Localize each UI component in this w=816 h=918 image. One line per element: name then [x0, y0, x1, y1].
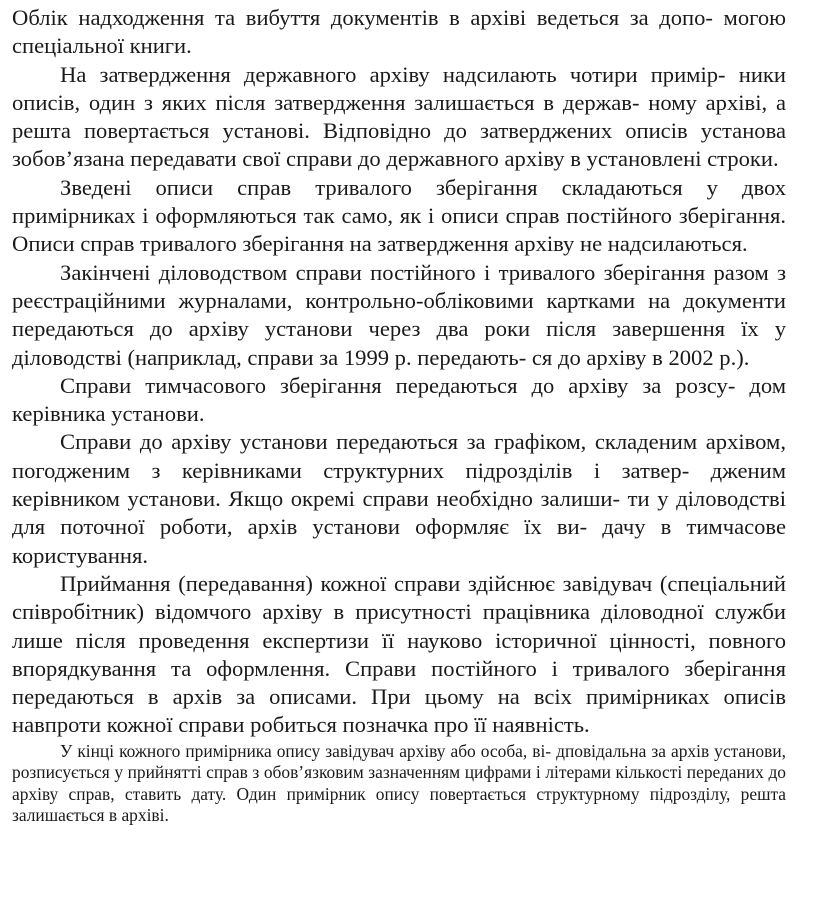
document-page: [12, 0, 786, 826]
paragraph-long-term-inventories: Зведені описи справ тривалого зберігання складаються у двох примірниках і оформляються так само, як і описи справ постійного зберігання. Описи справ тривалого зберігання на затвердження архіву не надсилаються.: [12, 174, 786, 257]
paragraph-temporary-cases: Справи тимчасового зберігання передаються до архіву за розсу- дом керівника установи.: [12, 372, 786, 427]
paragraph-archive-book: Облік надходження та вибуття документів в архіві ведеться за допо- могою спеціальної книги.: [12, 5, 786, 59]
paragraph-transfer-schedule: Справи до архіву установи передаються за графіком, складеним архівом, погодженим з керівниками структурних підрозділів і затвер- дженим керівником установи. Якщо окремі справи необхідно залиши- ти у діловодстві для поточної роботи, архів установи оформляє їх ви- дачу в тимчасове користування.: [12, 429, 786, 568]
paragraph-completed-cases: Закінчені діловодством справи постійного і тривалого зберігання разом з реєстраційними журналами, контрольно-обліковими картками на документи передаються до архіву установи через два роки після завершення їх у діловодстві (наприклад, справи за 1999 р. передають- ся до архіву в 2002 р.).: [12, 259, 786, 370]
paragraph-acceptance: Приймання (передавання) кожної справи здійснює завідувач (спеціальний співробітник) відомчого архіву в присутності працівника діловодної служби лише після проведення експертизи її науково історичної цінності, повного впорядкування та оформлення. Справи постійного і тривалого зберігання передаються в архів за описами. При цьому на всіх примірниках описів навпроти кожної справи робиться позначка про її наявність.: [12, 570, 786, 738]
paragraph-inventory-copies: На затвердження державного архіву надсилають чотири примір- ники описів, один з яких після затвердження залишається в держав- ному архіві, а решта повертається установі. Відповідно до затверджених описів установа зобов’язана передавати свої справи до державного архіву в установлені строки.: [12, 61, 786, 172]
paragraph-inventory-signature: У кінці кожного примірника опису завідувач архіву або особа, ві- дповідальна за архів установи, розписується у прийнятті справ з обов’язковим зазначенням цифрами і літерами кількості переданих до архіву справ, ставить дату. Один примірник опису повертається структурному підрозділу, решта залишається в архіві.: [12, 740, 786, 825]
